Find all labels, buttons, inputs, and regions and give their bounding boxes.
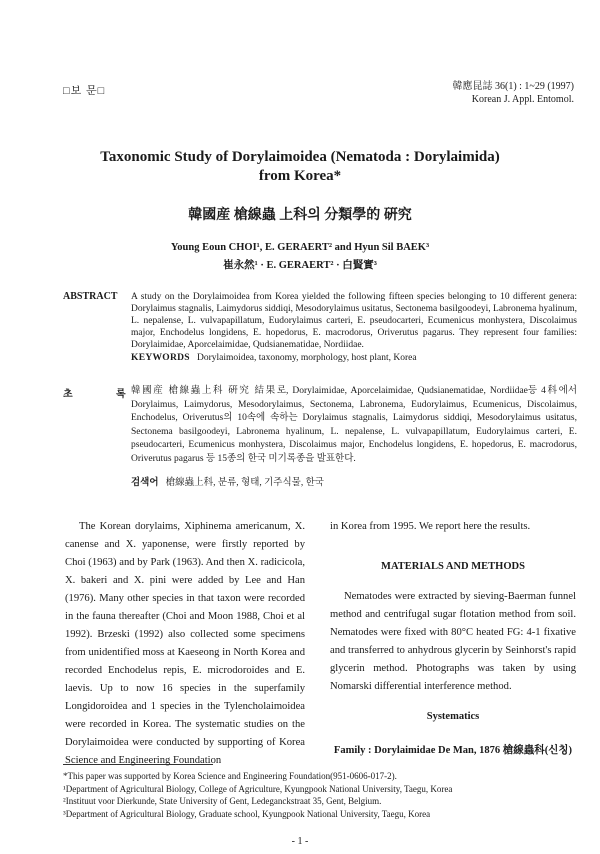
authors-korean: 崔永然¹ · E. GERAERT² · 白賢實³ — [223, 260, 377, 271]
abstract-label: ABSTRACT — [63, 291, 118, 302]
title-line-2: from Korea* — [258, 168, 342, 184]
paper-title — [0, 148, 600, 186]
korean-abstract-label-1: 초 — [63, 389, 73, 400]
intro-paragraph: The Korean dorylaims, Xiphinema americanum, X. canense and X. yaponense, were firstly reported by Choi (1963) and by Park (1963). And then X. radicicola, X. bakeri and X. pini were added by Lee and Han (1976). Many other species in that taxon were recorded in the fauna thereafter (Choi and Moon 1988, Choi et al 1992). Brzeski (1992) also collected some specimens from unidentified moss at Kaeseong in North Korea and recorded Enchodelus repis, E. microdoroides and E. laevis. Up to now 16 species in the superfamily Longidoroidea and 1 species in the Tylencholaimoidea were recorded in Korea. The systematic studies on the Dorylaimoidea were conducted by supporting of Korea Science and Engineering Foundation — [65, 521, 305, 766]
methods-paragraph: Nematodes were extracted by sieving-Baerman funnel method and centrifugal sugar flotation method from soil. Nematodes were fixed with 80°C heated FG: 4-1 fixative and transferred to anhydrous glycerin by Seinhorst's rapid glycerin method. Photographs was taken by using Nomarski differential interference method. — [330, 591, 576, 692]
body-left-column — [65, 518, 305, 770]
title-line-1: Taxonomic Study of Dorylaimoidea (Nematoda : Dorylaimida) — [100, 149, 500, 165]
authors — [0, 239, 600, 275]
korean-keywords-label: 검색어 — [131, 478, 159, 488]
korean-title: 韓國産 槍線蟲 上科의 分類學的 硏究 — [188, 208, 412, 223]
journal-korean: 韓應昆誌 36(1) : 1~29 (1997) — [452, 81, 574, 92]
korean-keywords — [131, 474, 577, 488]
journal-english: Korean J. Appl. Entomol. — [471, 94, 574, 105]
intro-continuation: in Korea from 1995. We report here the results. — [330, 521, 531, 532]
family-line: Family : Dorylaimidae De Man, 1876 槍線蟲科(신칭) — [333, 745, 573, 756]
journal-citation — [452, 80, 574, 106]
keywords-text: Dorylaimoidea, taxonomy, morphology, host plant, Korea — [197, 353, 417, 363]
footnote-affiliation-3: ³Department of Agricultural Biology, Graduate school, Kyungpook National University, Taegu, Korea — [63, 808, 431, 819]
footnotes — [63, 770, 573, 820]
section-header — [63, 82, 105, 98]
footnote-affiliation-1: ¹Department of Agricultural Biology, College of Agriculture, Kyungpook National University, Taegu, Korea — [63, 783, 453, 794]
keywords-label: KEYWORDS — [131, 353, 190, 363]
footnote-affiliation-2: ²Instituut voor Dierkunde, State University of Gent, Ledeganckstraat 35, Gent, Belgium. — [63, 796, 382, 806]
keywords — [131, 353, 577, 363]
methods-heading: MATERIALS AND METHODS — [381, 561, 525, 572]
korean-abstract-text: 韓國産 槍線蟲上科 硏究 結果로, Dorylaimidae, Aporcelaimidae, Qudsianematidae, Nordiidae등 4科에서 Dorylaimus, Laimydorus, Mesodorylaimus, Sectonema, Labronema, Eudorylaimus, Ecumenicus, Discolaimus, Enchodelus, Oriverutus의 10속에 속하는 Dorylaimus stagnalis, Laimydorus siddiqi, Mesodorylaimus usitatus, Sectonema basilgoodeyi, Labronema hyalinum, L. nepalense, L. vulvapapillatum, Eudorylaimus carteri, E. pseudocarteri, Ecumenicus monhystera, Discolaimus major, Enchodelus longidens, E. hopedorus, E. macrodorus, Oriverutus pagarus 등 15종의 한국 미기록종을 발표한다. — [131, 386, 577, 464]
authors-english: Young Eoun CHOI¹, E. GERAERT² and Hyun Sil BAEK³ — [170, 242, 430, 253]
body-right-column — [330, 518, 576, 760]
section-label: □보 문□ — [63, 85, 106, 97]
page-number: - 1 - — [291, 836, 309, 847]
korean-abstract-label-2: 록 — [116, 389, 126, 400]
systematics-heading: Systematics — [426, 711, 480, 722]
abstract-text: A study on the Dorylaimoidea from Korea yielded the following fifteen species belonging to 10 different genera: Dorylaimus stagnalis, Laimydorus siddiqi, Mesodorylaimus usitatus, Sectonema basilgoodeyi, Labronema hyalinum, L. nepalense, L. vulvapapillatum, Eudorylaimus carteri, E. pseudocarteri, Ecumenicus monhystera, Discolaimus major, Enchodelus longidens, E. hopedorus, E. macrodorus, Oriverutus pagarus. They represent four families: Dorylaimidae, Aporcelaimidae, Qudsianematidae, Nordiidae. — [131, 292, 577, 350]
footnote-funding: *This paper was supported by Korea Science and Engineering Foundation(951-0606-017-2). — [63, 771, 397, 781]
footnote-divider — [63, 764, 213, 765]
korean-keywords-text: 槍線蟲上科, 분류, 형태, 기주식물, 한국 — [165, 478, 324, 488]
